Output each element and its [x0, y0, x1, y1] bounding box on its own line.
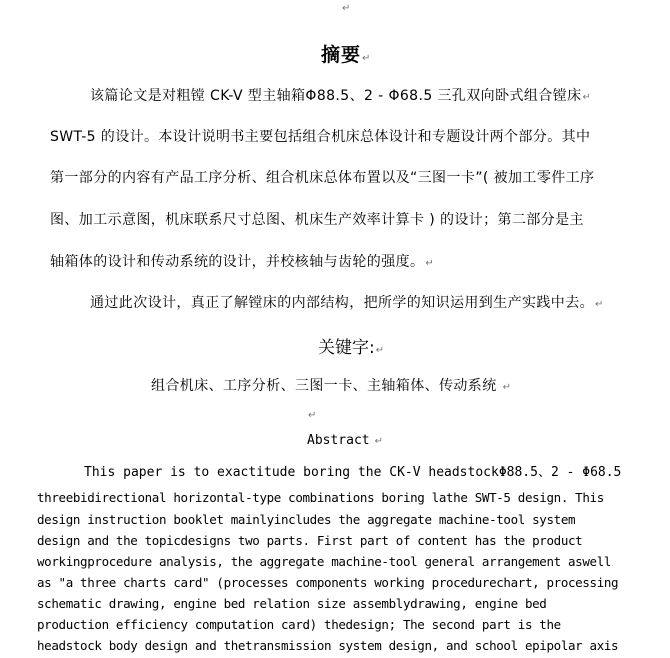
abstract-en-line-9: headstock body design and thetransmission system design, and school epipolar axis: [37, 638, 619, 653]
paragraph-mark: ↵: [342, 3, 351, 14]
abstract-cn-line-5: [50, 251, 434, 271]
abstract-cn-title: 摘要: [321, 44, 362, 66]
abstract-cn-line-text: 该篇论文是对粗镗 CK-V 型主轴箱Φ88.5、2 - Φ68.5 三孔双向卧式组合镗床: [90, 88, 582, 104]
paragraph-mark: ↵: [502, 382, 512, 393]
paragraph-mark: ↵: [362, 53, 371, 64]
keywords-line: [151, 375, 511, 395]
abstract-cn-heading: [321, 40, 370, 67]
abstract-cn-paragraph-2-text: 通过此次设计，真正了解镗床的内部结构，把所学的知识运用到生产实践中去。: [90, 295, 594, 311]
abstract-en-title: Abstract: [307, 433, 370, 448]
paragraph-mark: ↵: [582, 92, 592, 103]
keywords-text: 组合机床、工序分析、三图一卡、主轴箱体、传动系统: [151, 378, 497, 394]
paragraph-mark: ↵: [595, 299, 604, 310]
paragraph-mark: ↵: [374, 436, 384, 447]
abstract-en-line-2: threebidirectional horizontal-type combinations boring lathe SWT-5 design. This: [37, 490, 604, 505]
abstract-cn-line-1: [90, 85, 591, 105]
abstract-cn-line-2: SWT-5 的设计。本设计说明书主要包括组合机床总体设计和专题设计两个部分。其中: [50, 129, 591, 145]
abstract-cn-line-3: 第一部分的内容有产品工序分析、组合机床总体布置以及“三图一卡”( 被加工零件工序: [50, 170, 595, 186]
keywords-heading: [318, 333, 384, 358]
abstract-en-line-7: schematic drawing, engine bed relation size assemblydrawing, engine bed: [37, 596, 547, 611]
abstract-en-line-1: This paper is to exactitude boring the CK-V headstockΦ88.5、2 - Φ68.5: [84, 465, 622, 480]
abstract-cn-line-4: 图、加工示意图，机床联系尺寸总图、机床生产效率计算卡 ) 的设计；第二部分是主: [50, 212, 584, 228]
paragraph-mark: ↵: [308, 410, 317, 421]
paragraph-mark: ↵: [425, 258, 435, 269]
abstract-cn-line-text: 轴箱体的设计和传动系统的设计，并校核轴与齿轮的强度。: [50, 254, 425, 270]
abstract-en-heading: [307, 429, 383, 448]
keywords-title: 关键字:: [318, 338, 375, 358]
abstract-en-line-8: production efficiency computation card) thedesign; The second part is the: [37, 617, 561, 632]
abstract-en-line-5: workingprocedure analysis, the aggregate machine-tool general arrangement aswell: [37, 554, 612, 569]
abstract-en-line-3: design instruction booklet mainlyincludes the aggregate machine-tool system: [37, 512, 576, 527]
abstract-en-line-4: design and the topicdesigns two parts. First part of content has the product: [37, 533, 583, 548]
abstract-en-line-6: as "a three charts card" (processes components working procedurechart, processing: [37, 575, 619, 590]
abstract-cn-paragraph-2: [90, 292, 604, 312]
paragraph-mark: ↵: [375, 345, 385, 356]
